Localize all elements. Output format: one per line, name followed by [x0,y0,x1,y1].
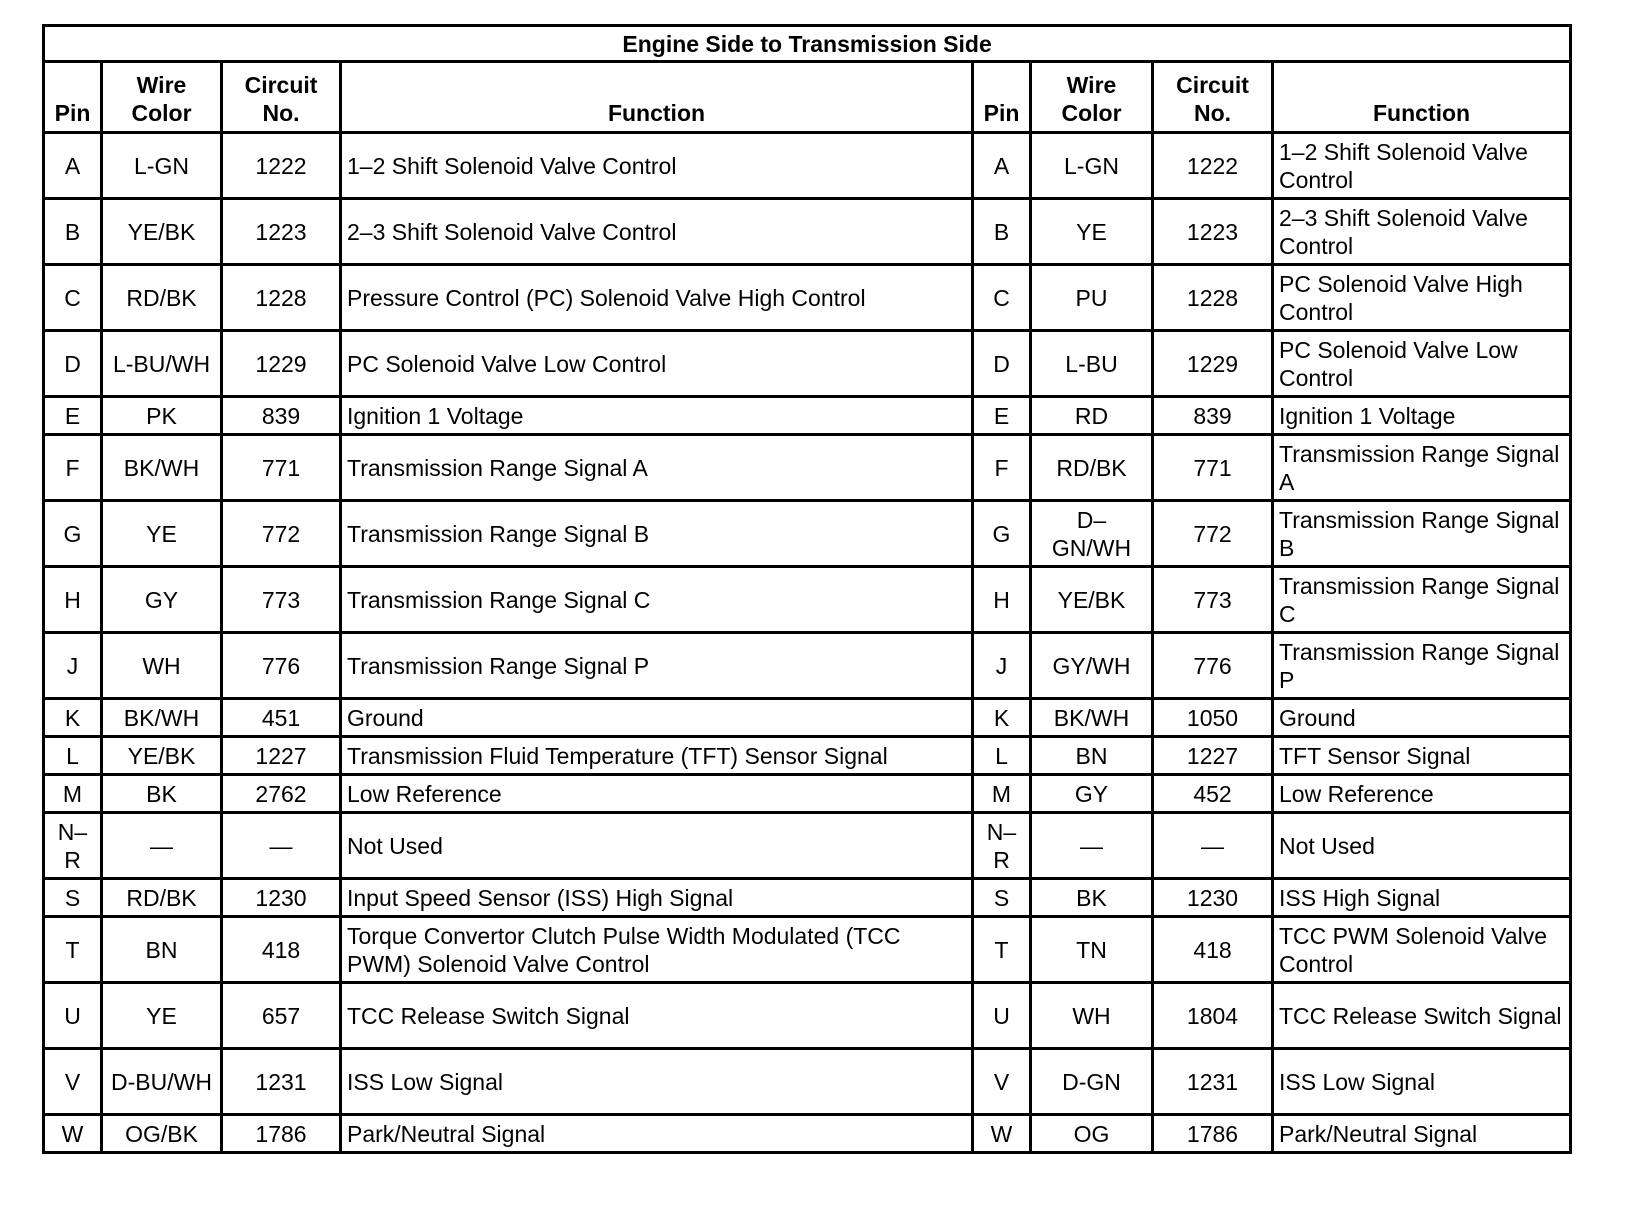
transmission-function-cell: ISS High Signal [1273,879,1571,917]
table-row [44,1115,1571,1153]
transmission-circuit-no-cell: 839 [1153,397,1273,435]
transmission-function-cell: Not Used [1273,813,1571,879]
table-row [44,917,1571,983]
engine-function-cell: Input Speed Sensor (ISS) High Signal [341,879,973,917]
header-wire-color: Wire Color [1031,62,1153,133]
engine-pin-cell: G [44,501,102,567]
header-circuit-no: Circuit No. [222,62,341,133]
transmission-circuit-no-cell: 1786 [1153,1115,1273,1153]
transmission-circuit-no-cell: 1050 [1153,699,1273,737]
engine-pin-cell: D [44,331,102,397]
engine-circuit-no-cell: 776 [222,633,341,699]
engine-pin-cell: W [44,1115,102,1153]
transmission-wire-color-cell: WH [1031,983,1153,1049]
transmission-function-cell: Ground [1273,699,1571,737]
transmission-wire-color-cell: GY [1031,775,1153,813]
table-row [44,699,1571,737]
engine-wire-color-cell: — [102,813,222,879]
transmission-pin-cell: G [973,501,1031,567]
engine-wire-color-cell: BK [102,775,222,813]
table-row [44,397,1571,435]
engine-function-cell: Low Reference [341,775,973,813]
engine-pin-cell: J [44,633,102,699]
transmission-pin-cell: T [973,917,1031,983]
header-circuit-no: Circuit No. [1153,62,1273,133]
table-row [44,983,1571,1049]
transmission-wire-color-cell: RD/BK [1031,435,1153,501]
transmission-function-cell: TFT Sensor Signal [1273,737,1571,775]
engine-function-cell: Transmission Fluid Temperature (TFT) Sensor Signal [341,737,973,775]
table-row [44,331,1571,397]
transmission-wire-color-cell: YE [1031,199,1153,265]
transmission-function-cell: 2–3 Shift Solenoid Valve Control [1273,199,1571,265]
engine-wire-color-cell: BK/WH [102,699,222,737]
table-row [44,813,1571,879]
transmission-circuit-no-cell: 773 [1153,567,1273,633]
table-row [44,1049,1571,1115]
transmission-circuit-no-cell: 1228 [1153,265,1273,331]
engine-function-cell: PC Solenoid Valve Low Control [341,331,973,397]
engine-wire-color-cell: RD/BK [102,879,222,917]
engine-wire-color-cell: L-BU/WH [102,331,222,397]
transmission-wire-color-cell: BK [1031,879,1153,917]
engine-wire-color-cell: RD/BK [102,265,222,331]
transmission-circuit-no-cell: 772 [1153,501,1273,567]
engine-function-cell: Ignition 1 Voltage [341,397,973,435]
engine-circuit-no-cell: 839 [222,397,341,435]
table-row [44,133,1571,199]
engine-function-cell: 2–3 Shift Solenoid Valve Control [341,199,973,265]
transmission-function-cell: Ignition 1 Voltage [1273,397,1571,435]
engine-circuit-no-cell: 2762 [222,775,341,813]
transmission-pin-cell: J [973,633,1031,699]
transmission-pin-cell: C [973,265,1031,331]
engine-pin-cell: F [44,435,102,501]
engine-circuit-no-cell: 771 [222,435,341,501]
engine-pin-cell: A [44,133,102,199]
table-row [44,737,1571,775]
transmission-wire-color-cell: BN [1031,737,1153,775]
engine-pin-cell: V [44,1049,102,1115]
engine-circuit-no-cell: 1231 [222,1049,341,1115]
table-row [44,775,1571,813]
engine-pin-cell: U [44,983,102,1049]
transmission-circuit-no-cell: 1222 [1153,133,1273,199]
engine-function-cell: Transmission Range Signal P [341,633,973,699]
engine-function-cell: Torque Convertor Clutch Pulse Width Modulated (TCC PWM) Solenoid Valve Control [341,917,973,983]
transmission-pin-cell: M [973,775,1031,813]
table-row [44,633,1571,699]
engine-wire-color-cell: BK/WH [102,435,222,501]
engine-wire-color-cell: D-BU/WH [102,1049,222,1115]
table-title: Engine Side to Transmission Side [44,26,1571,62]
transmission-pin-cell: H [973,567,1031,633]
table-row [44,501,1571,567]
engine-function-cell: Transmission Range Signal B [341,501,973,567]
table-body [44,133,1571,1153]
engine-circuit-no-cell: 1222 [222,133,341,199]
transmission-wire-color-cell: GY/WH [1031,633,1153,699]
engine-function-cell: ISS Low Signal [341,1049,973,1115]
transmission-pin-cell: E [973,397,1031,435]
engine-wire-color-cell: YE [102,501,222,567]
transmission-circuit-no-cell: 1230 [1153,879,1273,917]
transmission-wire-color-cell: L-BU [1031,331,1153,397]
transmission-pin-cell: U [973,983,1031,1049]
transmission-function-cell: Transmission Range Signal P [1273,633,1571,699]
transmission-function-cell: 1–2 Shift Solenoid Valve Control [1273,133,1571,199]
engine-pin-cell: L [44,737,102,775]
table-row [44,567,1571,633]
engine-pin-cell: H [44,567,102,633]
transmission-function-cell: TCC Release Switch Signal [1273,983,1571,1049]
engine-wire-color-cell: YE/BK [102,737,222,775]
table-row [44,199,1571,265]
transmission-wire-color-cell: OG [1031,1115,1153,1153]
engine-circuit-no-cell: 657 [222,983,341,1049]
engine-wire-color-cell: L-GN [102,133,222,199]
transmission-circuit-no-cell: 452 [1153,775,1273,813]
transmission-pin-cell: N–R [973,813,1031,879]
engine-pin-cell: S [44,879,102,917]
transmission-pin-cell: A [973,133,1031,199]
transmission-function-cell: Low Reference [1273,775,1571,813]
header-pin: Pin [44,62,102,133]
engine-function-cell: Ground [341,699,973,737]
engine-circuit-no-cell: 1223 [222,199,341,265]
engine-wire-color-cell: BN [102,917,222,983]
transmission-circuit-no-cell: 1804 [1153,983,1273,1049]
engine-function-cell: Park/Neutral Signal [341,1115,973,1153]
transmission-pin-cell: L [973,737,1031,775]
transmission-pin-cell: S [973,879,1031,917]
transmission-function-cell: PC Solenoid Valve High Control [1273,265,1571,331]
engine-pin-cell: E [44,397,102,435]
table-row [44,435,1571,501]
engine-wire-color-cell: OG/BK [102,1115,222,1153]
engine-wire-color-cell: GY [102,567,222,633]
engine-circuit-no-cell: 1229 [222,331,341,397]
engine-function-cell: 1–2 Shift Solenoid Valve Control [341,133,973,199]
transmission-wire-color-cell: BK/WH [1031,699,1153,737]
transmission-pin-cell: V [973,1049,1031,1115]
engine-function-cell: Transmission Range Signal C [341,567,973,633]
engine-circuit-no-cell: 773 [222,567,341,633]
transmission-circuit-no-cell: 1227 [1153,737,1273,775]
transmission-wire-color-cell: D–GN/WH [1031,501,1153,567]
transmission-wire-color-cell: D-GN [1031,1049,1153,1115]
header-function: Function [341,62,973,133]
transmission-circuit-no-cell: 1223 [1153,199,1273,265]
engine-pin-cell: N–R [44,813,102,879]
engine-circuit-no-cell: 772 [222,501,341,567]
table-row [44,879,1571,917]
engine-function-cell: Transmission Range Signal A [341,435,973,501]
engine-function-cell: Not Used [341,813,973,879]
engine-wire-color-cell: WH [102,633,222,699]
transmission-function-cell: ISS Low Signal [1273,1049,1571,1115]
engine-circuit-no-cell: 1227 [222,737,341,775]
transmission-wire-color-cell: L-GN [1031,133,1153,199]
transmission-circuit-no-cell: 1229 [1153,331,1273,397]
engine-pin-cell: B [44,199,102,265]
transmission-circuit-no-cell: 776 [1153,633,1273,699]
engine-wire-color-cell: PK [102,397,222,435]
transmission-wire-color-cell: RD [1031,397,1153,435]
transmission-circuit-no-cell: 418 [1153,917,1273,983]
transmission-pin-cell: F [973,435,1031,501]
engine-circuit-no-cell: 1228 [222,265,341,331]
transmission-wire-color-cell: YE/BK [1031,567,1153,633]
header-pin: Pin [973,62,1031,133]
transmission-function-cell: Transmission Range Signal C [1273,567,1571,633]
transmission-function-cell: PC Solenoid Valve Low Control [1273,331,1571,397]
transmission-pin-cell: D [973,331,1031,397]
engine-function-cell: Pressure Control (PC) Solenoid Valve High Control [341,265,973,331]
header-wire-color: Wire Color [102,62,222,133]
transmission-function-cell: Transmission Range Signal A [1273,435,1571,501]
engine-pin-cell: C [44,265,102,331]
engine-circuit-no-cell: 1230 [222,879,341,917]
header-function: Function [1273,62,1571,133]
engine-wire-color-cell: YE/BK [102,199,222,265]
transmission-function-cell: Park/Neutral Signal [1273,1115,1571,1153]
transmission-wire-color-cell: — [1031,813,1153,879]
transmission-pin-cell: B [973,199,1031,265]
transmission-circuit-no-cell: — [1153,813,1273,879]
engine-circuit-no-cell: 418 [222,917,341,983]
engine-pin-cell: K [44,699,102,737]
connector-pinout-table [42,24,1572,1154]
transmission-circuit-no-cell: 1231 [1153,1049,1273,1115]
transmission-wire-color-cell: TN [1031,917,1153,983]
transmission-function-cell: TCC PWM Solenoid Valve Control [1273,917,1571,983]
transmission-pin-cell: W [973,1115,1031,1153]
transmission-circuit-no-cell: 771 [1153,435,1273,501]
engine-circuit-no-cell: — [222,813,341,879]
transmission-pin-cell: K [973,699,1031,737]
engine-function-cell: TCC Release Switch Signal [341,983,973,1049]
transmission-function-cell: Transmission Range Signal B [1273,501,1571,567]
engine-pin-cell: M [44,775,102,813]
engine-wire-color-cell: YE [102,983,222,1049]
transmission-wire-color-cell: PU [1031,265,1153,331]
engine-circuit-no-cell: 1786 [222,1115,341,1153]
engine-pin-cell: T [44,917,102,983]
table-row [44,265,1571,331]
engine-circuit-no-cell: 451 [222,699,341,737]
